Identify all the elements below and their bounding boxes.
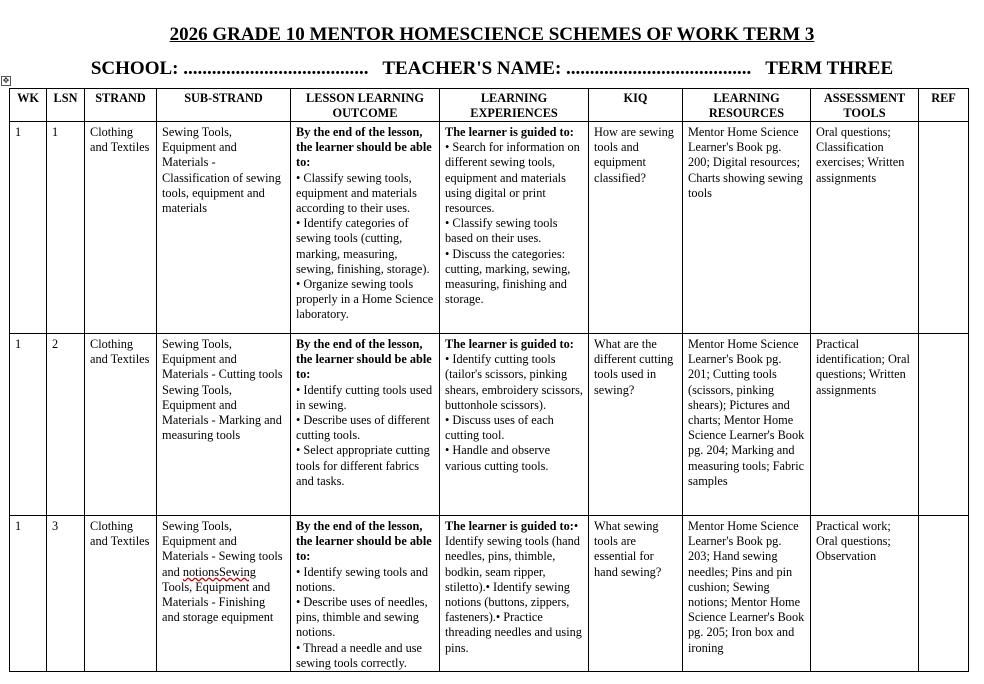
cell-kiq[interactable]: What sewing tools are essential for hand sewing? [589, 516, 683, 672]
table-move-handle-icon[interactable]: ✥ [2, 76, 10, 85]
cell-outcome[interactable] [291, 122, 440, 334]
outcome-item: • Identify categories of sewing tools (cutting, marking, measuring, sewing, finishing, storage). [296, 216, 430, 276]
cell-sub-strand[interactable] [157, 516, 291, 672]
outcome-item: • Select appropriate cutting tools for different fabrics and tasks. [296, 443, 430, 488]
table-row [10, 516, 969, 672]
cell-ref[interactable] [919, 122, 969, 334]
cell-resources[interactable]: Mentor Home Science Learner's Book pg. 201; Cutting tools (scissors, pinking shears); Pictures and charts; Mentor Home Science Learner's Book pg. 204; Marking and measuring tools; Fabric samples [683, 334, 811, 516]
experience-lead: The learner is guided to: [445, 337, 574, 351]
outcome-item: • Thread a needle and use sewing tools correctly. [296, 640, 422, 670]
cell-resources[interactable]: Mentor Home Science Learner's Book pg. 203; Hand sewing needles; Pins and pin cushion; Sewing notions; Mentor Home Science Learner's Book pg. 205; Iron box and ironing [683, 516, 811, 672]
cell-experiences[interactable] [440, 122, 589, 334]
header-kiq: KIQ [589, 89, 683, 122]
cell-sub-strand[interactable]: Sewing Tools, Equipment and Materials - Cutting tools Sewing Tools, Equipment and Materials - Marking and measuring tools [157, 334, 291, 516]
experience-item: • Handle and observe various cutting tools. [445, 443, 551, 473]
cell-resources[interactable]: Mentor Home Science Learner's Book pg. 200; Digital resources; Charts showing sewing tools [683, 122, 811, 334]
table-header-row [10, 89, 969, 122]
header-outcome: LESSON LEARNING OUTCOME [291, 89, 440, 122]
cell-wk[interactable]: 1 [10, 516, 47, 672]
outcome-item: • Organize sewing tools properly in a Home Science laboratory. [296, 277, 434, 322]
outcome-item: • Identify sewing tools and notions. [296, 564, 429, 594]
experience-item: • Classify sewing tools based on their uses. [445, 216, 558, 246]
document-subtitle: SCHOOL: ....................................... TEACHER'S NAME: ....................................... TERM THREE [90, 58, 894, 79]
cell-wk[interactable]: 1 [10, 122, 47, 334]
sub-strand-text: Sewing Tools, Equipment and Materials - Sewing tools and [162, 519, 283, 579]
cell-strand[interactable]: Clothing and Textiles [85, 516, 157, 672]
cell-strand[interactable]: Clothing and Textiles [85, 334, 157, 516]
header-assessment: ASSESSMENT TOOLS [811, 89, 919, 122]
schemes-of-work-table [9, 88, 969, 672]
cell-assessment[interactable]: Oral questions; Classification exercises; Written assignments [811, 122, 919, 334]
table-row [10, 334, 969, 516]
header-strand: STRAND [85, 89, 157, 122]
experience-lead: The learner is guided to: [445, 125, 574, 139]
cell-assessment[interactable]: Practical work; Oral questions; Observation [811, 516, 919, 672]
cell-kiq[interactable]: How are sewing tools and equipment classified? [589, 122, 683, 334]
header-wk: WK [10, 89, 47, 122]
experience-item: • Identify cutting tools (tailor's scissors, pinking shears, embroidery scissors, buttonhole scissors). [445, 352, 583, 412]
spelling-error-text: notionsSewing [182, 564, 256, 579]
cell-ref[interactable] [919, 516, 969, 672]
outcome-item: • Identify cutting tools used in sewing. [296, 382, 433, 412]
cell-wk[interactable]: 1 [10, 334, 47, 516]
outcome-lead: By the end of the lesson, the learner should be able to: [296, 337, 432, 382]
header-resources: LEARNING RESOURCES [683, 89, 811, 122]
header-experiences: LEARNING EXPERIENCES [440, 89, 589, 122]
cell-outcome[interactable] [291, 516, 440, 672]
outcome-lead: By the end of the lesson, the learner should be able to: [296, 125, 432, 170]
experience-text: • Identify sewing tools (hand needles, pins, thimble, bodkin, seam ripper, stiletto).• Identify sewing notions (buttons, zippers, fasteners).• Practice threading needles and using pins. [445, 519, 582, 655]
outcome-lead: By the end of the lesson, the learner should be able to: [296, 519, 432, 564]
cell-strand[interactable]: Clothing and Textiles [85, 122, 157, 334]
table-row [10, 122, 969, 334]
sub-strand-text: Tools, Equipment and Materials - Finishing and storage equipment [162, 579, 274, 625]
outcome-item: • Classify sewing tools, equipment and materials according to their uses. [296, 170, 417, 216]
cell-lsn[interactable]: 2 [47, 334, 85, 516]
cell-sub-strand[interactable]: Sewing Tools, Equipment and Materials - Classification of sewing tools, equipment and materials [157, 122, 291, 334]
cell-lsn[interactable]: 1 [47, 122, 85, 334]
cell-lsn[interactable]: 3 [47, 516, 85, 672]
cell-kiq[interactable]: What are the different cutting tools used in sewing? [589, 334, 683, 516]
cell-outcome[interactable] [291, 334, 440, 516]
header-lsn: LSN [47, 89, 85, 122]
header-ref: REF [919, 89, 969, 122]
experience-item: • Discuss uses of each cutting tool. [445, 413, 554, 443]
document-title: 2026 GRADE 10 MENTOR HOMESCIENCE SCHEMES OF WORK TERM 3 [169, 24, 815, 45]
cell-assessment[interactable]: Practical identification; Oral questions; Written assignments [811, 334, 919, 516]
header-sub-strand: SUB-STRAND [157, 89, 291, 122]
experience-item: • Discuss the categories: cutting, marking, sewing, measuring, finishing and storage. [445, 246, 571, 307]
outcome-item: • Describe uses of needles, pins, thimble and sewing notions. [296, 595, 428, 640]
experience-item: • Search for information on different sewing tools, equipment and materials using digital or print resources. [445, 140, 580, 216]
experience-lead: The learner is guided to: [445, 519, 574, 533]
cell-ref[interactable] [919, 334, 969, 516]
cell-experiences[interactable] [440, 334, 589, 516]
cell-experiences[interactable] [440, 516, 589, 672]
outcome-item: • Describe uses of different cutting tools. [296, 413, 430, 443]
